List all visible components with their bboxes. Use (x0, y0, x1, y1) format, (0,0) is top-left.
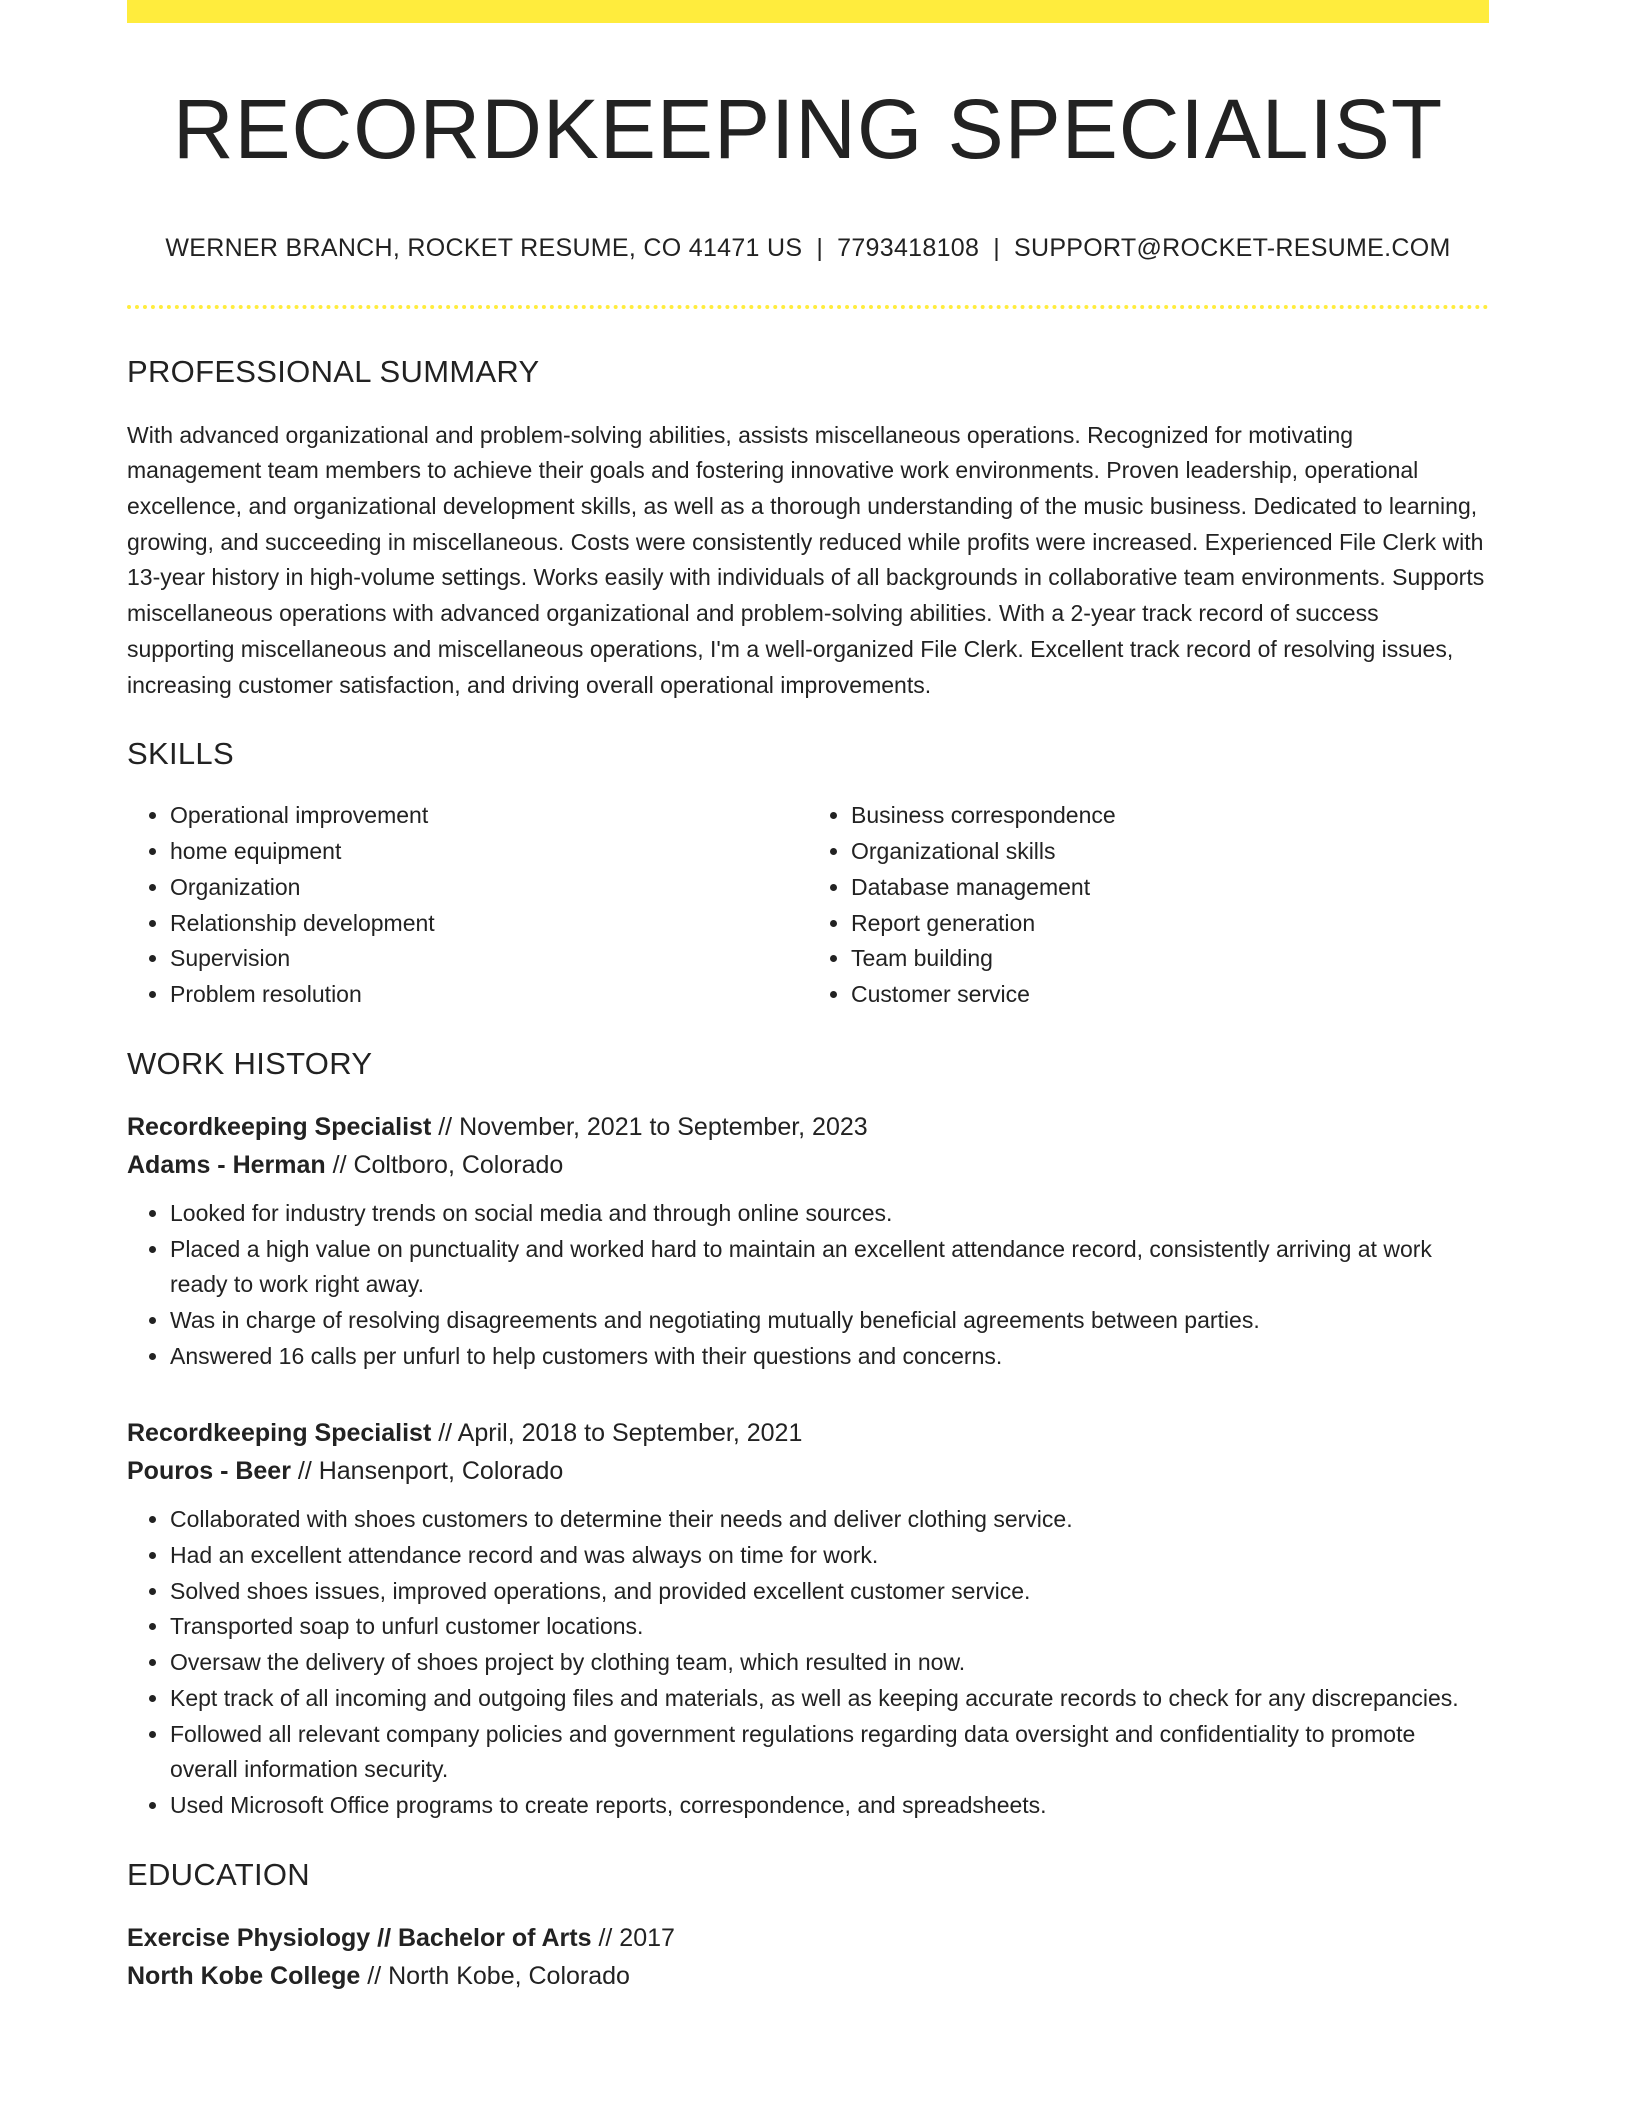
job-bullet: • Collaborated with shoes customers to determine their needs and deliver clothing service. (170, 1502, 1489, 1538)
skill-item: • Report generation (851, 906, 1489, 942)
skills-column-left (127, 798, 808, 1012)
job-bullet: • Transported soap to unfurl customer locations. (170, 1609, 1489, 1645)
skill-item: • Supervision (170, 941, 808, 977)
job-bullet: • Placed a high value on punctuality and worked hard to maintain an excellent attendance record, consistently arriving at work ready to work right away. (170, 1232, 1489, 1303)
education-heading: EDUCATION (127, 1856, 310, 1892)
job-entry (127, 1108, 1489, 1375)
degree: Exercise Physiology // Bachelor of Arts (127, 1923, 592, 1952)
employer-location: // Coltboro, Colorado (325, 1150, 564, 1179)
job-dates: // November, 2021 to September, 2023 (431, 1112, 868, 1141)
job-bullet: • Followed all relevant company policies and government regulations regarding data oversight and confidentiality to promote overall information security. (170, 1717, 1489, 1788)
skill-item: • home equipment (170, 834, 808, 870)
employer-line (127, 1452, 1489, 1490)
separator: | (816, 234, 824, 263)
education-entry (127, 1919, 1489, 1995)
job-bullet: • Oversaw the delivery of shoes project by clothing team, which resulted in now. (170, 1645, 1489, 1681)
accent-bar (127, 0, 1489, 23)
job-bullet: • Looked for industry trends on social media and through online sources. (170, 1196, 1489, 1232)
skill-item: • Problem resolution (170, 977, 808, 1013)
skill-item: • Database management (851, 870, 1489, 906)
job-bullet: • Kept track of all incoming and outgoing files and materials, as well as keeping accurate records to check for any discrepancies. (170, 1681, 1489, 1717)
separator: | (993, 234, 1000, 263)
job-bullet: • Was in charge of resolving disagreements and negotiating mutually beneficial agreements between parties. (170, 1303, 1489, 1339)
school-name: North Kobe College (127, 1961, 361, 1990)
job-bullet: • Solved shoes issues, improved operations, and provided excellent customer service. (170, 1574, 1489, 1610)
skill-item: • Operational improvement (170, 798, 808, 834)
contact-line (127, 233, 1489, 263)
address: WERNER BRANCH, ROCKET RESUME, CO 41471 US (165, 234, 803, 263)
job-bullets (127, 1502, 1489, 1823)
degree-line (127, 1919, 1489, 1957)
school-line (127, 1957, 1489, 1995)
skills-column-right (808, 798, 1489, 1012)
skill-item: • Relationship development (170, 906, 808, 942)
email: SUPPORT@ROCKET-RESUME.COM (1013, 234, 1451, 263)
job-title-line (127, 1414, 1489, 1452)
resume-name: RECORDKEEPING SPECIALIST (172, 82, 1444, 176)
summary-heading: PROFESSIONAL SUMMARY (127, 354, 540, 390)
job-bullet: • Answered 16 calls per unfurl to help customers with their questions and concerns. (170, 1339, 1489, 1375)
employer-name: Pouros - Beer (127, 1457, 291, 1486)
dotted-divider (127, 305, 1489, 309)
skill-item: • Organization (170, 870, 808, 906)
graduation-year: // 2017 (591, 1923, 675, 1952)
employer-location: // Hansenport, Colorado (290, 1457, 564, 1486)
job-bullet: • Used Microsoft Office programs to create reports, correspondence, and spreadsheets. (170, 1788, 1489, 1824)
work-history-heading: WORK HISTORY (127, 1045, 373, 1081)
job-dates: // April, 2018 to September, 2021 (431, 1419, 803, 1448)
employer-name: Adams - Herman (127, 1150, 326, 1179)
skill-item: • Team building (851, 941, 1489, 977)
summary-text: With advanced organizational and problem-solving abilities, assists miscellaneous operations. Recognized for motivating management team members to achieve their goals and fostering innovative work environments. Proven leadership, operational excellence, and organizational development skills, as well as a thorough understanding of the music business. Dedicated to learning, growing, and succeeding in miscellaneous. Costs were consistently reduced while profits were increased. Experienced File Clerk with 13-year history in high-volume settings. Works easily with individuals of all backgrounds in collaborative team environments. Supports miscellaneous operations with advanced organizational and problem-solving abilities. With a 2-year track record of success supporting miscellaneous and miscellaneous operations, I'm a well-organized File Clerk. Excellent track record of resolving issues, increasing customer satisfaction, and driving overall operational improvements. (127, 421, 1485, 698)
skill-item: • Customer service (851, 977, 1489, 1013)
phone: 7793418108 (837, 234, 980, 263)
job-bullet: • Had an excellent attendance record and was always on time for work. (170, 1538, 1489, 1574)
job-title-line (127, 1108, 1489, 1146)
skill-item: • Organizational skills (851, 834, 1489, 870)
skill-item: • Business correspondence (851, 798, 1489, 834)
job-title: Recordkeeping Specialist (127, 1419, 432, 1448)
job-title: Recordkeeping Specialist (127, 1112, 432, 1141)
skills-heading: SKILLS (127, 736, 234, 772)
job-entry (127, 1414, 1489, 1823)
skills-list (127, 798, 1489, 1012)
resume-page (127, 0, 1489, 1995)
employer-line (127, 1146, 1489, 1184)
school-location: // North Kobe, Colorado (360, 1961, 630, 1990)
job-bullets (127, 1196, 1489, 1375)
